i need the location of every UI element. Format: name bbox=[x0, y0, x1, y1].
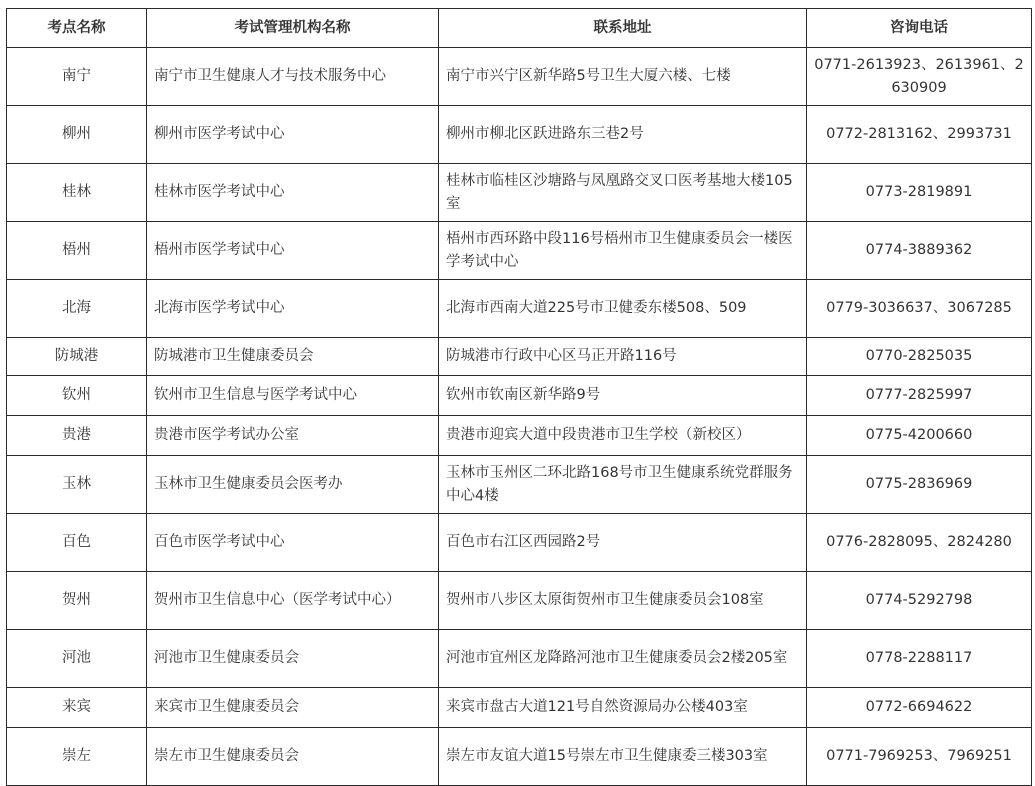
address-cell: 钦州市钦南区新华路9号 bbox=[439, 376, 807, 416]
table-row bbox=[7, 106, 1032, 164]
table-row bbox=[7, 280, 1032, 338]
table-row bbox=[7, 688, 1032, 728]
phone-cell: 0777-2825997 bbox=[807, 376, 1032, 416]
table-row bbox=[7, 728, 1032, 786]
address-cell: 贵港市迎宾大道中段贵港市卫生学校（新校区） bbox=[439, 416, 807, 456]
org-name-cell: 防城港市卫生健康委员会 bbox=[147, 338, 439, 376]
phone-cell: 0778-2288117 bbox=[807, 630, 1032, 688]
table-row bbox=[7, 514, 1032, 572]
address-cell: 防城港市行政中心区马正开路116号 bbox=[439, 338, 807, 376]
table-row bbox=[7, 630, 1032, 688]
table-row bbox=[7, 338, 1032, 376]
phone-cell: 0771-2613923、2613961、2630909 bbox=[807, 48, 1032, 106]
address-cell: 北海市西南大道225号市卫健委东楼508、509 bbox=[439, 280, 807, 338]
phone-cell: 0775-2836969 bbox=[807, 456, 1032, 514]
site-name-cell: 来宾 bbox=[7, 688, 147, 728]
address-cell: 南宁市兴宁区新华路5号卫生大厦六楼、七楼 bbox=[439, 48, 807, 106]
address-cell: 柳州市柳北区跃进路东三巷2号 bbox=[439, 106, 807, 164]
address-cell: 崇左市友谊大道15号崇左市卫生健康委三楼303室 bbox=[439, 728, 807, 786]
table-row bbox=[7, 376, 1032, 416]
table-row bbox=[7, 222, 1032, 280]
phone-cell: 0775-4200660 bbox=[807, 416, 1032, 456]
org-name-cell: 来宾市卫生健康委员会 bbox=[147, 688, 439, 728]
address-cell: 玉林市玉州区二环北路168号市卫生健康系统党群服务中心4楼 bbox=[439, 456, 807, 514]
site-name-cell: 崇左 bbox=[7, 728, 147, 786]
org-name-cell: 贺州市卫生信息中心（医学考试中心） bbox=[147, 572, 439, 630]
org-name-cell: 玉林市卫生健康委员会医考办 bbox=[147, 456, 439, 514]
org-name-cell: 北海市医学考试中心 bbox=[147, 280, 439, 338]
site-name-cell: 贵港 bbox=[7, 416, 147, 456]
phone-cell: 0770-2825035 bbox=[807, 338, 1032, 376]
address-cell: 河池市宜州区龙降路河池市卫生健康委员会2楼205室 bbox=[439, 630, 807, 688]
table-row bbox=[7, 48, 1032, 106]
org-name-cell: 桂林市医学考试中心 bbox=[147, 164, 439, 222]
table-row bbox=[7, 572, 1032, 630]
table-header-row bbox=[7, 9, 1032, 48]
site-name-cell: 柳州 bbox=[7, 106, 147, 164]
site-name-cell: 百色 bbox=[7, 514, 147, 572]
table-row bbox=[7, 456, 1032, 514]
site-name-cell: 防城港 bbox=[7, 338, 147, 376]
site-name-cell: 梧州 bbox=[7, 222, 147, 280]
site-name-cell: 桂林 bbox=[7, 164, 147, 222]
org-name-cell: 梧州市医学考试中心 bbox=[147, 222, 439, 280]
table-row bbox=[7, 164, 1032, 222]
site-name-cell: 河池 bbox=[7, 630, 147, 688]
org-name-cell: 钦州市卫生信息与医学考试中心 bbox=[147, 376, 439, 416]
phone-cell: 0773-2819891 bbox=[807, 164, 1032, 222]
address-cell: 百色市右江区西园路2号 bbox=[439, 514, 807, 572]
org-name-cell: 崇左市卫生健康委员会 bbox=[147, 728, 439, 786]
header-phone: 咨询电话 bbox=[807, 9, 1032, 48]
site-name-cell: 南宁 bbox=[7, 48, 147, 106]
phone-cell: 0772-6694622 bbox=[807, 688, 1032, 728]
org-name-cell: 南宁市卫生健康人才与技术服务中心 bbox=[147, 48, 439, 106]
phone-cell: 0774-5292798 bbox=[807, 572, 1032, 630]
phone-cell: 0776-2828095、2824280 bbox=[807, 514, 1032, 572]
site-name-cell: 贺州 bbox=[7, 572, 147, 630]
address-cell: 来宾市盘古大道121号自然资源局办公楼403室 bbox=[439, 688, 807, 728]
header-site-name: 考点名称 bbox=[7, 9, 147, 48]
table-row bbox=[7, 416, 1032, 456]
exam-sites-table bbox=[6, 8, 1032, 786]
address-cell: 桂林市临桂区沙塘路与凤凰路交叉口医考基地大楼105室 bbox=[439, 164, 807, 222]
address-cell: 梧州市西环路中段116号梧州市卫生健康委员会一楼医学考试中心 bbox=[439, 222, 807, 280]
header-org-name: 考试管理机构名称 bbox=[147, 9, 439, 48]
org-name-cell: 贵港市医学考试办公室 bbox=[147, 416, 439, 456]
org-name-cell: 百色市医学考试中心 bbox=[147, 514, 439, 572]
site-name-cell: 玉林 bbox=[7, 456, 147, 514]
header-address: 联系地址 bbox=[439, 9, 807, 48]
phone-cell: 0771-7969253、7969251 bbox=[807, 728, 1032, 786]
org-name-cell: 柳州市医学考试中心 bbox=[147, 106, 439, 164]
phone-cell: 0772-2813162、2993731 bbox=[807, 106, 1032, 164]
phone-cell: 0779-3036637、3067285 bbox=[807, 280, 1032, 338]
address-cell: 贺州市八步区太原街贺州市卫生健康委员会108室 bbox=[439, 572, 807, 630]
org-name-cell: 河池市卫生健康委员会 bbox=[147, 630, 439, 688]
site-name-cell: 北海 bbox=[7, 280, 147, 338]
site-name-cell: 钦州 bbox=[7, 376, 147, 416]
phone-cell: 0774-3889362 bbox=[807, 222, 1032, 280]
